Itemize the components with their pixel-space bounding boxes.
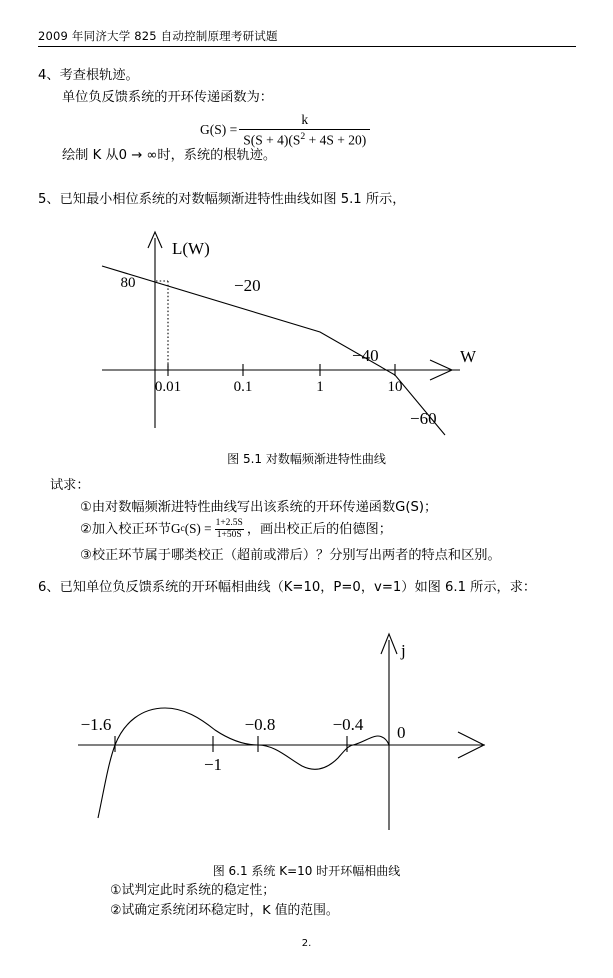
page-number: 2. bbox=[301, 938, 312, 949]
nyquist-xtick-minus0-4: −0.4 bbox=[332, 715, 364, 734]
q5-gc-subscript: c bbox=[180, 524, 185, 535]
bode-ytick-80: 80 bbox=[120, 275, 136, 291]
q5-gc-numerator: 1+2.5S bbox=[215, 518, 243, 528]
q4-transfer-function bbox=[200, 112, 372, 148]
q4-line-1: 4、考查根轨迹。 bbox=[38, 68, 139, 83]
q4-line-3: 绘制 K 从0 → ∞时，系统的根轨迹。 bbox=[62, 148, 277, 163]
q6-item-1: ①试判定此时系统的稳定性； bbox=[110, 883, 276, 898]
q5-item-1: ①由对数幅频渐进特性曲线写出该系统的开环传递函数G(S)； bbox=[80, 500, 438, 515]
bode-slope-label-minus60: −60 bbox=[410, 409, 437, 428]
nyquist-imaginary-axis-label: j bbox=[401, 641, 406, 660]
figure-5-1-caption: 图 5.1 对数幅频渐进特性曲线 bbox=[227, 452, 386, 466]
q5-item-2 bbox=[80, 518, 392, 541]
header-divider bbox=[38, 46, 576, 47]
nyquist-xtick-minus1-6: −1.6 bbox=[80, 715, 112, 734]
q4-line-2: 单位负反馈系统的开环传递函数为： bbox=[62, 90, 273, 105]
q6-stem: 6、已知单位负反馈系统的开环幅相曲线（K=10，P=0，v=1）如图 6.1 所示，求： bbox=[38, 580, 537, 595]
q5-gc-symbol: G bbox=[170, 521, 181, 537]
bode-slope-label-minus20: −20 bbox=[234, 276, 261, 295]
q5-item-3: ③校正环节属于哪类校正（超前或滞后）？分别写出两者的特点和区别。 bbox=[80, 548, 501, 563]
q5-item-2-prefix: ②加入校正环节 bbox=[80, 521, 171, 537]
q4-den-part-b: + 4S + 20) bbox=[305, 132, 367, 148]
q5-ask: 试求： bbox=[50, 478, 90, 493]
q4-formula-numerator: k bbox=[301, 112, 309, 127]
q4-formula-lhs: G(S) = bbox=[200, 121, 238, 137]
bode-xtick-10: 10 bbox=[387, 379, 403, 395]
nyquist-origin-label: 0 bbox=[397, 723, 406, 742]
bode-x-axis-label: W bbox=[460, 347, 477, 366]
figure-6-1-caption: 图 6.1 系统 K=10 时开环幅相曲线 bbox=[212, 864, 401, 878]
nyquist-xtick-minus1: −1 bbox=[203, 755, 223, 774]
q4-den-exponent: 2 bbox=[300, 130, 306, 142]
nyquist-xtick-minus0-8: −0.8 bbox=[244, 715, 276, 734]
bode-xtick-1: 1 bbox=[316, 379, 324, 395]
bode-xtick-0-1: 0.1 bbox=[233, 379, 253, 395]
q5-gc-fraction bbox=[214, 518, 245, 541]
q4-den-part-a: S(S + 4)(S bbox=[243, 132, 301, 148]
q5-item-2-suffix: ，画出校正后的伯德图； bbox=[246, 521, 392, 537]
q4-formula-fraction bbox=[239, 112, 370, 148]
q6-item-2: ②试确定系统闭环稳定时，K 值的范围。 bbox=[110, 903, 339, 918]
q5-gc-denominator: 1+50S bbox=[216, 529, 242, 540]
q5-stem: 5、已知最小相位系统的对数幅频渐进特性曲线如图 5.1 所示， bbox=[38, 192, 406, 207]
figure-5-1-bode-plot bbox=[100, 228, 480, 443]
bode-slope-label-minus40: −40 bbox=[352, 346, 379, 365]
bode-xtick-0-01: 0.01 bbox=[154, 379, 182, 395]
figure-6-1-nyquist-plot bbox=[60, 618, 500, 840]
page-header-title: 2009 年同济大学 825 自动控制原理考研试题 bbox=[38, 29, 278, 43]
q5-gc-rest: (S) = bbox=[184, 521, 212, 537]
bode-y-axis-label: L(W) bbox=[172, 239, 210, 258]
bode-asymptote-curve bbox=[102, 266, 445, 435]
q4-formula-denominator bbox=[239, 129, 370, 148]
